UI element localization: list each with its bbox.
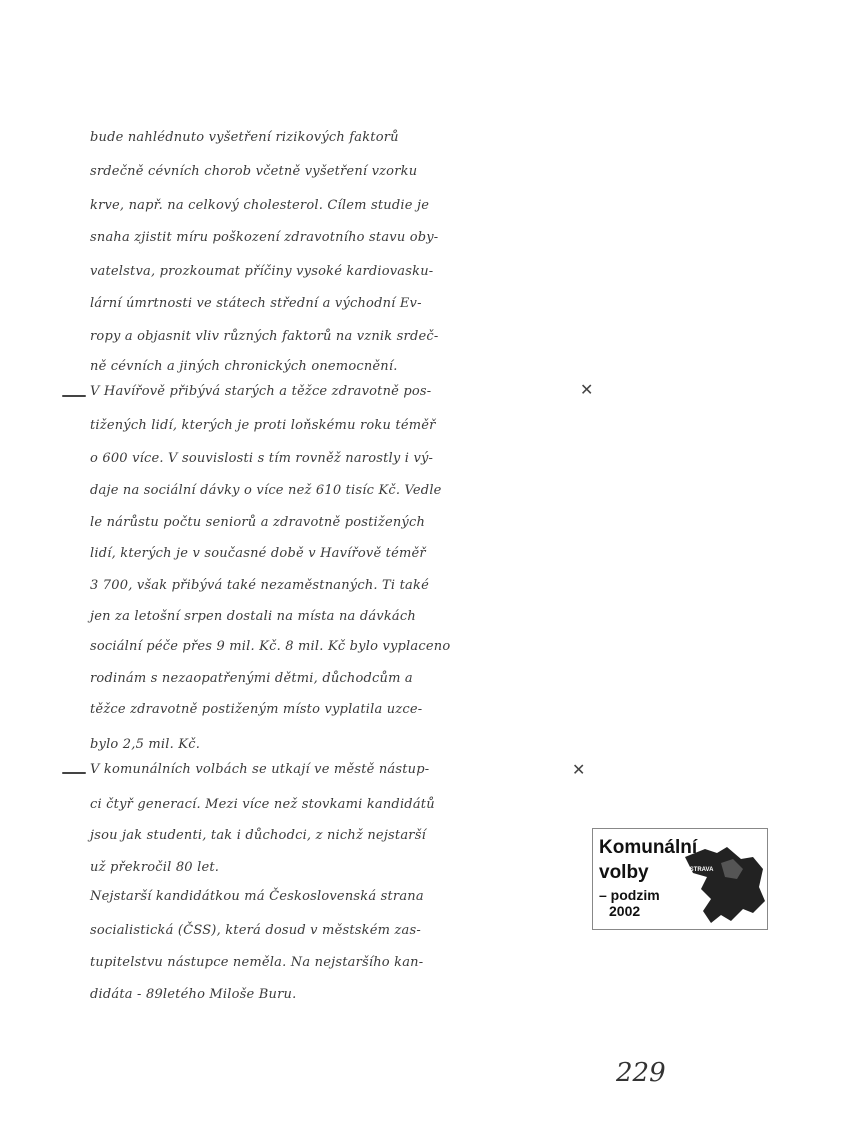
text-line: tižených lidí, kterých je proti loňskému roku téměř	[90, 418, 436, 433]
stamp-title: Komunální	[599, 837, 698, 858]
text-line: těžce zdravotně postiženým místo vyplatila uzce-	[90, 702, 423, 717]
stamp-subtitle: volby	[599, 862, 649, 883]
page-number: 229	[616, 1058, 666, 1088]
text-line: už překročil 80 let.	[90, 860, 220, 875]
text-line: 3 700, však přibývá také nezaměstnaných. Ti také	[90, 578, 429, 593]
text-line: snaha zjistit míru poškození zdravotního stavu oby-	[90, 230, 439, 245]
text-line: vatelstva, prozkoumat příčiny vysoké kardiovasku-	[90, 264, 434, 279]
text-line: srdečně cévních chorob včetně vyšetření vzorku	[90, 164, 418, 179]
text-line: socialistická (ČSS), která dosud v městském zas-	[90, 923, 421, 938]
text-line: jen za letošní srpen dostali na místa na dávkách	[90, 609, 416, 624]
text-line: sociální péče přes 9 mil. Kč. 8 mil. Kč bylo vyplaceno	[90, 639, 451, 654]
text-line: rodinám s nezaopatřenými dětmi, důchodcům a	[90, 671, 413, 686]
text-line: krve, např. na celkový cholesterol. Cílem studie je	[90, 198, 430, 213]
text-line: lidí, kterých je v současné době v Havířově téměř	[90, 546, 426, 561]
text-line: ně cévních a jiných chronických onemocnění.	[90, 359, 398, 374]
text-line: V komunálních volbách se utkají ve městě nástup-	[90, 762, 430, 777]
text-line: bude nahlédnuto vyšetření rizikových faktorů	[90, 130, 399, 145]
text-line: bylo 2,5 mil. Kč.	[90, 737, 201, 752]
text-line: le nárůstu počtu seniorů a zdravotně postižených	[90, 515, 426, 530]
text-line: tupitelstvu nástupce neměla. Na nejstaršího kan-	[90, 955, 424, 970]
text-line: didáta - 89letého Miloše Buru.	[90, 987, 297, 1002]
stamp-brand: OSTRAVA	[685, 867, 714, 873]
stamp-season: – podzim	[599, 887, 660, 903]
stamp-year: 2002	[609, 903, 641, 919]
election-stamp	[592, 828, 768, 930]
text-line: o 600 více. V souvislosti s tím rovněž narostly i vý-	[90, 451, 434, 466]
text-line: ropy a objasnit vliv různých faktorů na vznik srdeč-	[90, 329, 439, 344]
text-line: jsou jak studenti, tak i důchodci, z nichž nejstarší	[90, 828, 426, 843]
text-line: ci čtyř generací. Mezi více než stovkami kandidátů	[90, 797, 435, 812]
text-line: V Havířově přibývá starých a těžce zdravotně pos-	[90, 384, 432, 399]
cross-mark-icon: ✕	[580, 380, 594, 399]
dash-marker	[62, 395, 86, 397]
dash-marker	[62, 772, 86, 774]
text-line: lární úmrtnosti ve státech střední a východní Ev-	[90, 296, 422, 311]
text-line: daje na sociální dávky o více než 610 tisíc Kč. Vedle	[90, 483, 442, 498]
cross-mark-icon: ✕	[572, 760, 586, 779]
text-line: Nejstarší kandidátkou má Československá strana	[90, 889, 424, 904]
